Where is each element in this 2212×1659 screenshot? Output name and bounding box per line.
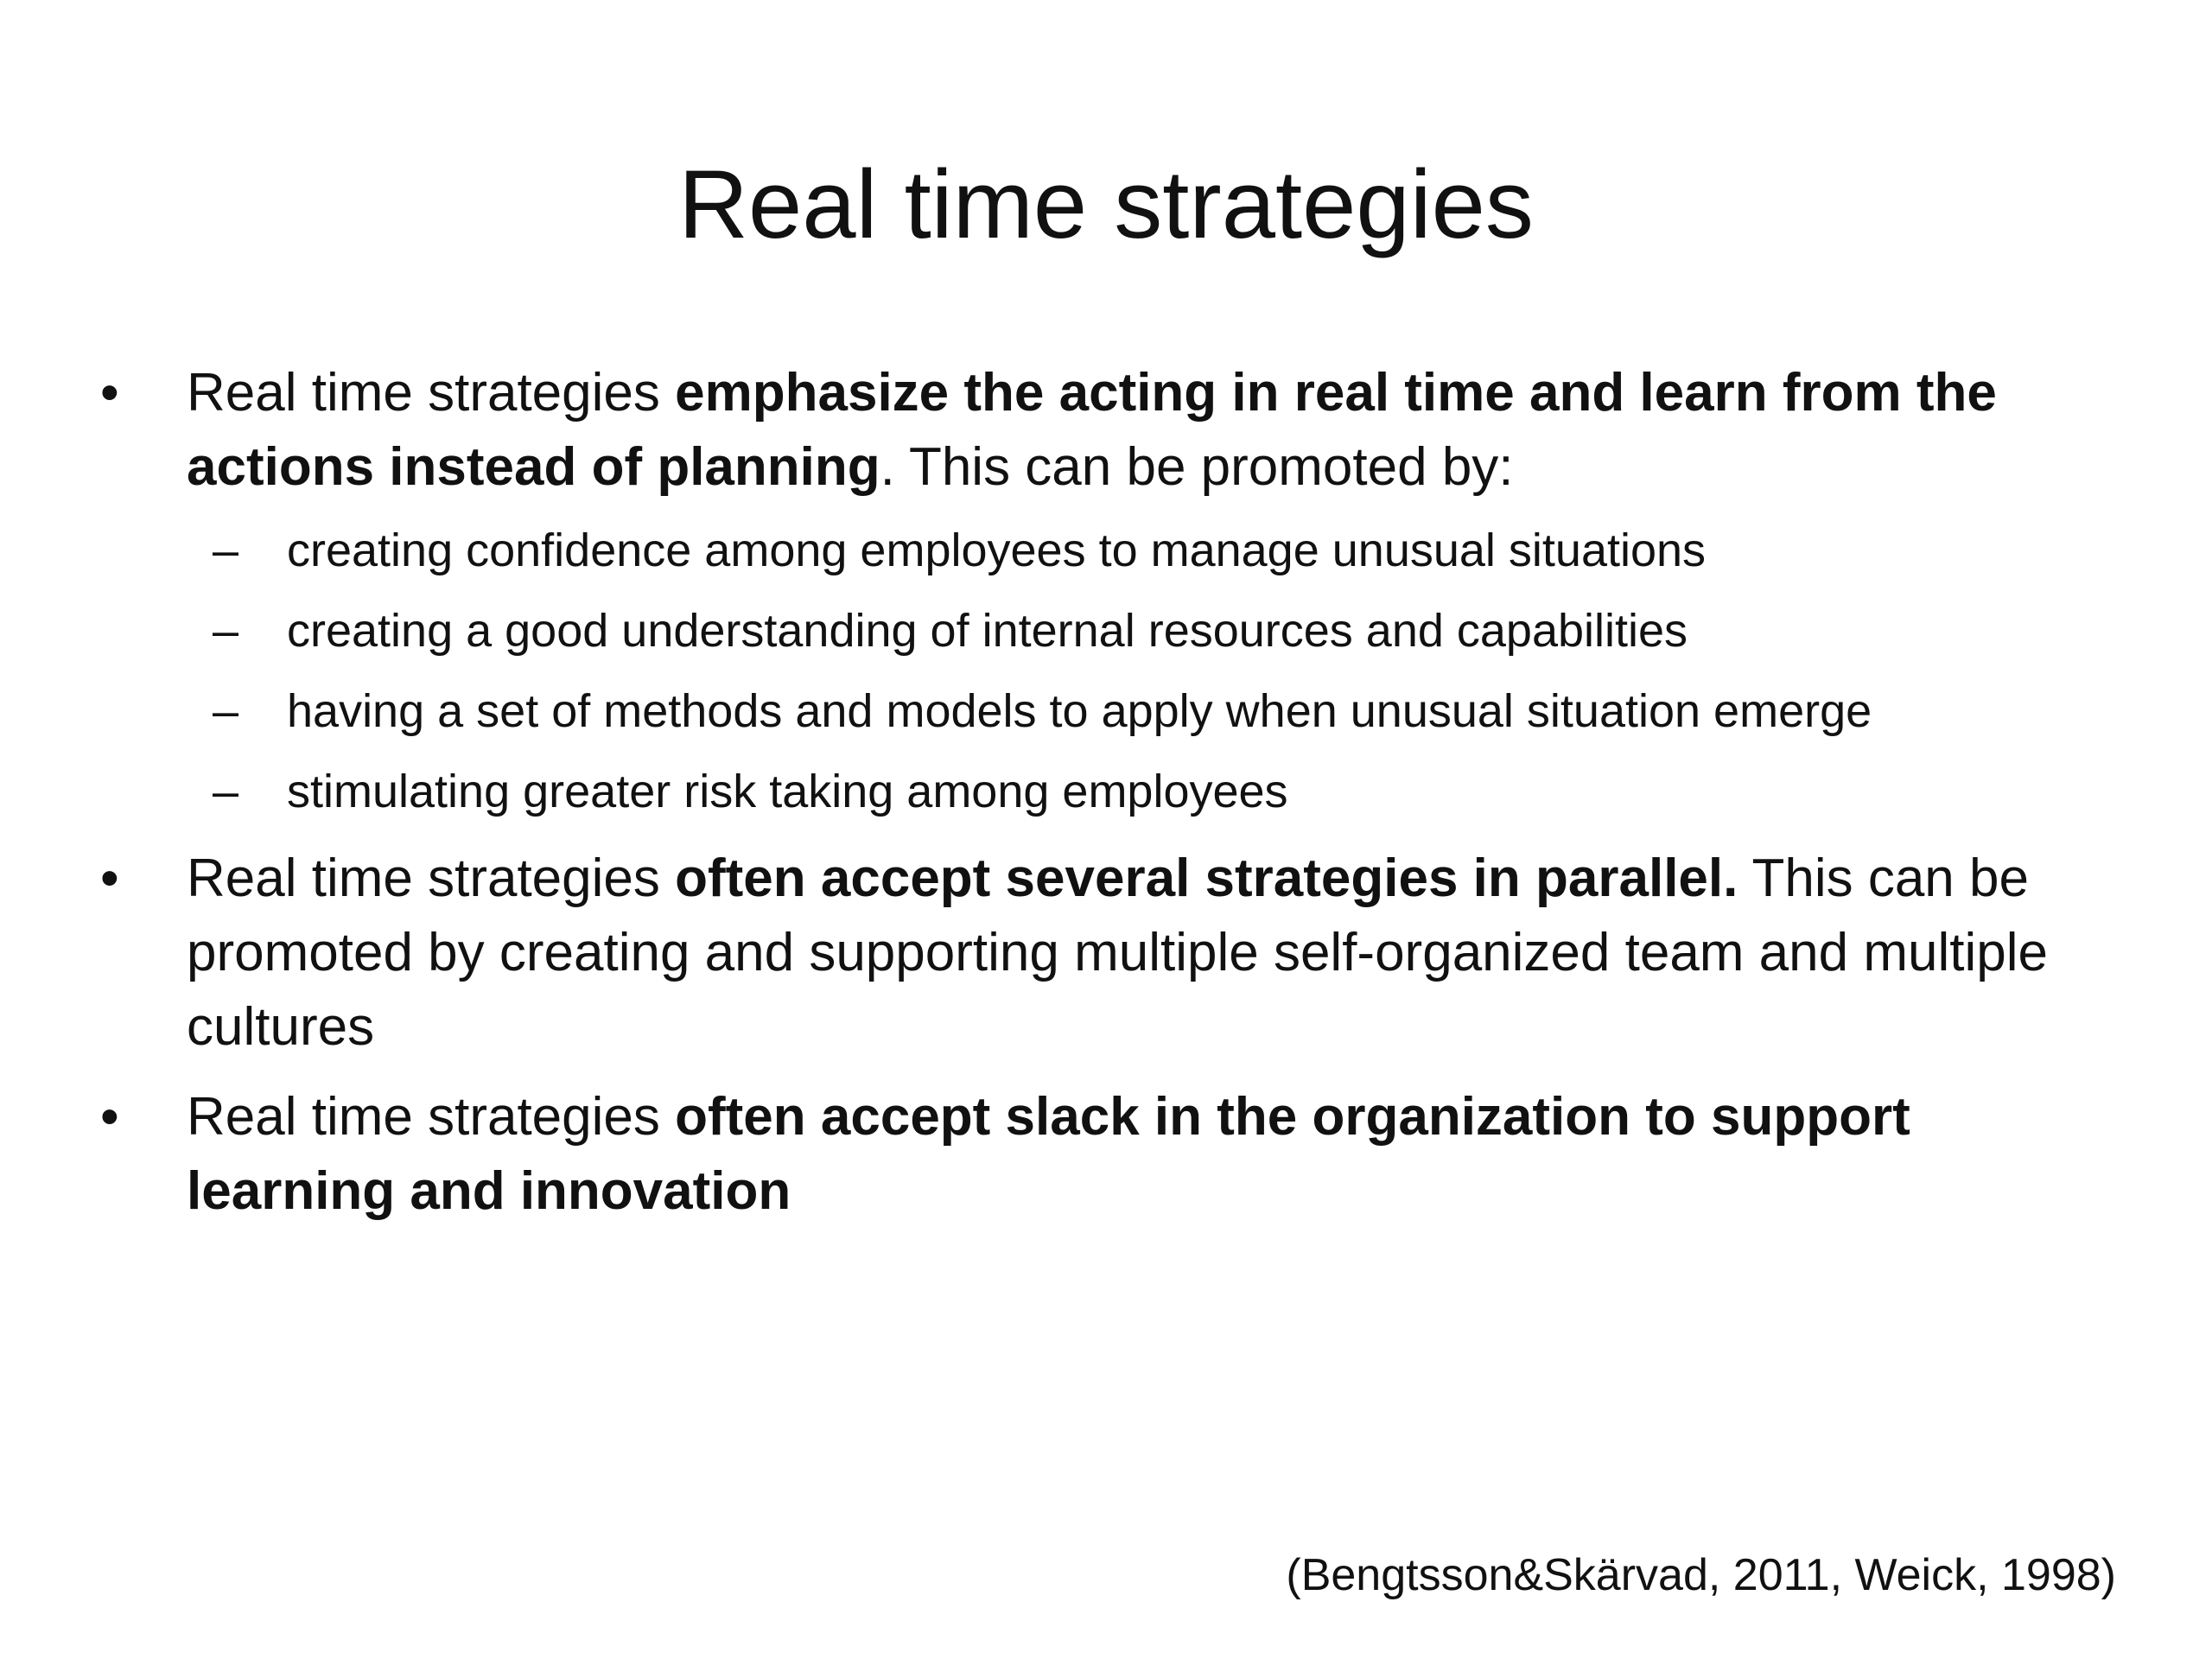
slide-title: Real time strategies — [678, 150, 1534, 258]
bullet-emphasis-text: often accept slack in the organization to support learning and innovation — [187, 1087, 1910, 1221]
dash-icon: – — [213, 605, 239, 657]
sub-bullet-list — [95, 520, 2100, 822]
bullet-emphasis-text: often accept several strategies in parallel. — [675, 849, 1738, 908]
sub-bullet-text: creating confidence among employees to manage unusual situations — [287, 524, 1707, 576]
bullet-lead-text: Real time strategies — [187, 363, 676, 423]
dash-icon: – — [213, 524, 239, 576]
sub-bullet-text: stimulating greater risk taking among employees — [287, 766, 1288, 817]
dash-icon: – — [213, 685, 239, 737]
bullet-lead-text: Real time strategies — [187, 849, 676, 908]
sub-bullet-text: having a set of methods and models to apply when unusual situation emerge — [287, 685, 1872, 737]
sub-bullet-item — [95, 681, 2100, 741]
sub-bullet-item — [95, 520, 2100, 581]
sub-bullet-text: creating a good understanding of internal resources and capabilities — [287, 605, 1688, 657]
bullet-icon: • — [100, 849, 119, 908]
sub-bullet-item — [95, 761, 2100, 822]
bullet-item — [95, 842, 2100, 1065]
bullet-item — [95, 1080, 2100, 1229]
bullet-tail-text: This can be promoted by creating and supporting multiple self-organized team and multiple cultures — [187, 849, 2048, 1057]
bullet-icon: • — [100, 363, 119, 423]
dash-icon: – — [213, 766, 239, 817]
bullet-emphasis-text: emphasize the acting in real time and learn from the actions instead of planning — [187, 363, 1997, 497]
bullet-tail-text: . This can be promoted by: — [880, 437, 1514, 497]
bullet-list — [95, 356, 2100, 1244]
sub-bullet-item — [95, 601, 2100, 661]
bullet-icon: • — [100, 1087, 119, 1147]
citation: (Bengtsson&Skärvad, 2011, Weick, 1998) — [1286, 1550, 2116, 1600]
bullet-lead-text: Real time strategies — [187, 1087, 676, 1147]
bullet-item — [95, 356, 2100, 505]
